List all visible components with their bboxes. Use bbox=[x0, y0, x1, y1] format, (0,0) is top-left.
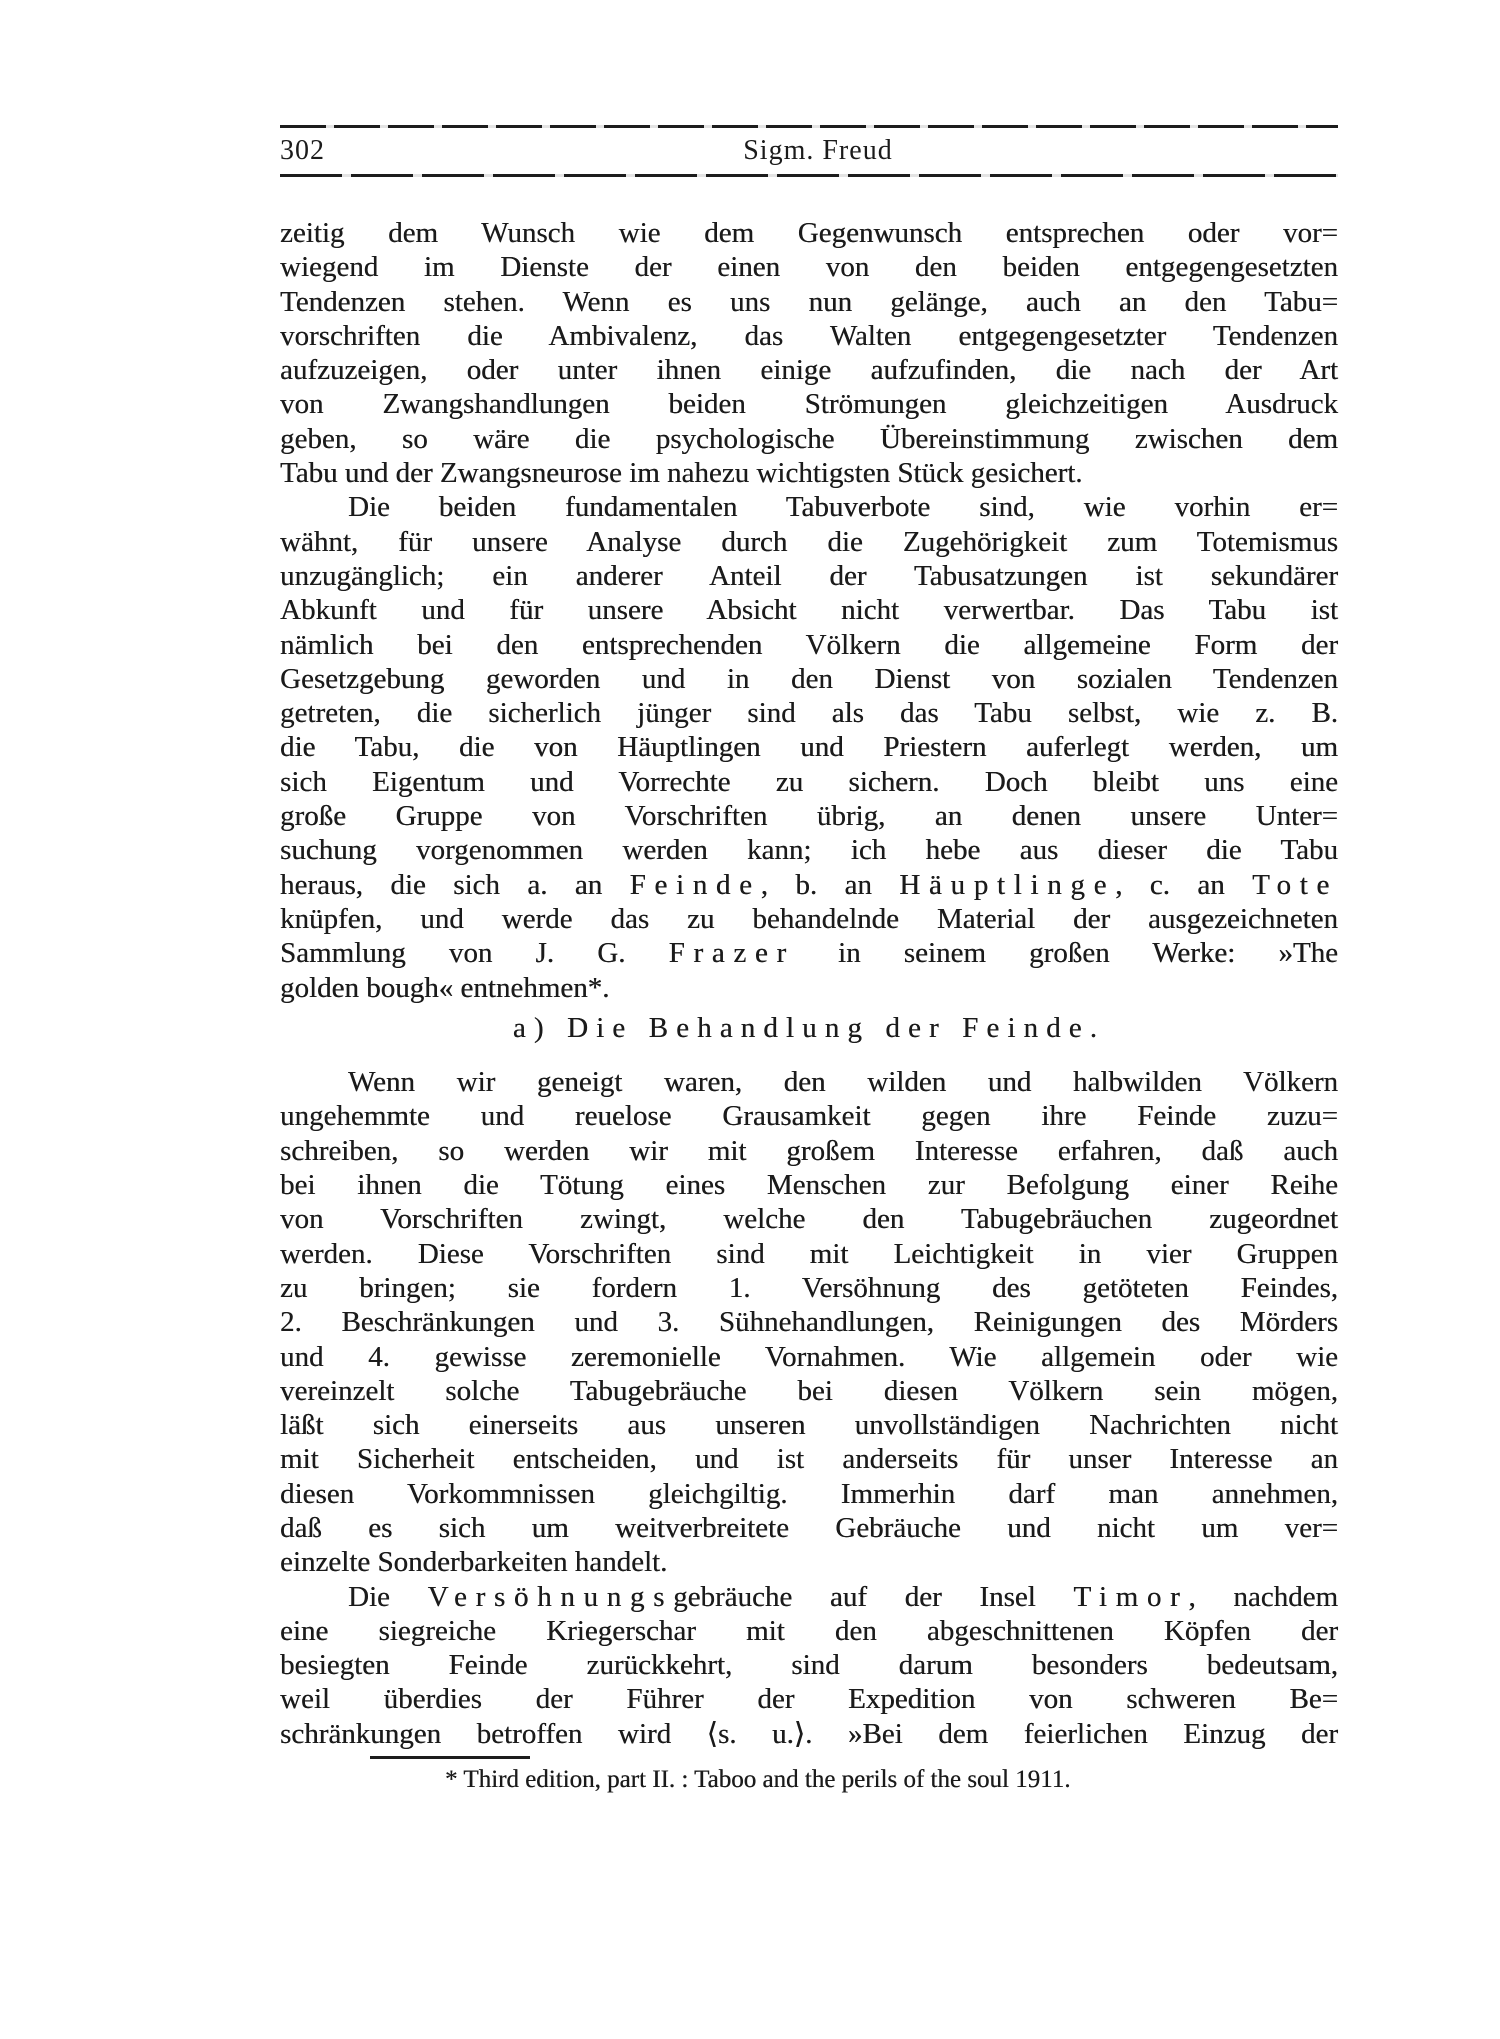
paragraph bbox=[280, 1580, 1338, 1751]
text-segment: Tendenzen stehen. Wenn es uns nun gelänge, auch an den Tabu= bbox=[280, 285, 1338, 318]
text-segment: große Gruppe von Vorschriften übrig, an denen unsere Unter= bbox=[280, 800, 1338, 833]
text-line bbox=[280, 1168, 1338, 1202]
text-line bbox=[280, 593, 1338, 627]
text-segment: , b. an bbox=[760, 868, 900, 901]
text-line bbox=[280, 319, 1338, 353]
text-segment: getreten, die sicherlich jünger sind als das Tabu selbst, wie z. B. bbox=[280, 697, 1338, 730]
header-rule-bottom bbox=[280, 174, 1338, 177]
text-segment: unzugänglich; ein anderer Anteil der Tabusatzungen ist sekundärer bbox=[280, 559, 1338, 592]
letterspaced-text: Tote bbox=[1252, 868, 1338, 901]
text-segment: vereinzelt solche Tabugebräuche bei diesen Völkern sein mögen, bbox=[280, 1374, 1338, 1407]
text-segment: Tabu und der Zwangsneurose im nahezu wichtigsten Stück gesichert. bbox=[280, 457, 1083, 490]
text-segment: 2. Beschränkungen und 3. Sühnehandlungen, Reinigungen des Mörders bbox=[280, 1306, 1338, 1339]
text-line bbox=[280, 1099, 1338, 1133]
text-line bbox=[280, 1580, 1338, 1614]
page-number: 302 bbox=[280, 135, 325, 166]
text-line bbox=[280, 902, 1338, 936]
letterspaced-text: Timor bbox=[1073, 1580, 1189, 1613]
text-segment: Die bbox=[348, 1580, 428, 1613]
text-line bbox=[280, 490, 1338, 524]
text-segment: golden bough« entnehmen*. bbox=[280, 971, 610, 1004]
text-segment: Die beiden fundamentalen Tabuverbote sind, wie vorhin er= bbox=[348, 491, 1338, 524]
text-line bbox=[280, 1682, 1338, 1716]
text-segment: weil überdies der Führer der Expedition von schweren Be= bbox=[280, 1683, 1338, 1716]
text-line bbox=[280, 353, 1338, 387]
text-line bbox=[280, 1717, 1338, 1751]
text-line bbox=[280, 765, 1338, 799]
text-segment: bei ihnen die Tötung eines Menschen zur Befolgung einer Reihe bbox=[280, 1169, 1338, 1202]
text-segment: mit Sicherheit entscheiden, und ist anderseits für unser Interesse an bbox=[280, 1443, 1338, 1476]
text-segment: schreiben, so werden wir mit großem Interesse erfahren, daß auch bbox=[280, 1134, 1338, 1167]
header-rule-top bbox=[280, 125, 1338, 128]
page-header bbox=[280, 131, 1338, 171]
letterspaced-text: Frazer bbox=[668, 937, 795, 970]
text-line bbox=[280, 422, 1338, 456]
text-segment: ungehemmte und reuelose Grausamkeit gegen ihre Feinde zuzu= bbox=[280, 1100, 1338, 1133]
paragraph bbox=[280, 490, 1338, 1004]
text-segment: Wenn wir geneigt waren, den wilden und halbwilden Völkern bbox=[348, 1066, 1338, 1099]
text-segment: schränkungen betroffen wird ⟨s. u.⟩. »Bei dem feierlichen Einzug der bbox=[280, 1717, 1338, 1750]
text-line bbox=[280, 1374, 1338, 1408]
text-segment: läßt sich einerseits aus unseren unvollständigen Nachrichten nicht bbox=[280, 1409, 1338, 1442]
text-segment: geben, so wäre die psychologische Übereinstimmung zwischen dem bbox=[280, 422, 1338, 455]
text-segment: wiegend im Dienste der einen von den beiden entgegengesetzten bbox=[280, 251, 1338, 284]
text-line bbox=[280, 1237, 1338, 1271]
text-segment: suchung vorgenommen werden kann; ich hebe aus dieser die Tabu bbox=[280, 834, 1338, 867]
text-segment: Gesetzgebung geworden und in den Dienst von sozialen Tendenzen bbox=[280, 662, 1338, 695]
text-line bbox=[280, 868, 1338, 902]
text-segment: heraus, die sich a. an bbox=[280, 868, 630, 901]
text-line bbox=[280, 387, 1338, 421]
text-line bbox=[280, 216, 1338, 250]
text-segment: einzelte Sonderbarkeiten handelt. bbox=[280, 1546, 668, 1579]
text-segment: von Vorschriften zwingt, welche den Tabugebräuchen zugeordnet bbox=[280, 1203, 1338, 1236]
paragraph bbox=[280, 1065, 1338, 1579]
text-line bbox=[280, 833, 1338, 867]
text-line bbox=[280, 559, 1338, 593]
text-segment: werden. Diese Vorschriften sind mit Leichtigkeit in vier Gruppen bbox=[280, 1237, 1338, 1270]
text-line bbox=[280, 696, 1338, 730]
text-line bbox=[280, 250, 1338, 284]
text-line bbox=[280, 628, 1338, 662]
text-line bbox=[280, 1134, 1338, 1168]
text-segment: in seinem großen Werke: »The bbox=[794, 937, 1338, 970]
text-line bbox=[280, 1340, 1338, 1374]
text-segment: und 4. gewisse zeremonielle Vornahmen. Wie allgemein oder wie bbox=[280, 1340, 1338, 1373]
text-line bbox=[280, 730, 1338, 764]
body-text bbox=[280, 216, 1338, 1751]
text-segment: wähnt, für unsere Analyse durch die Zugehörigkeit zum Totemismus bbox=[280, 525, 1338, 558]
text-segment: knüpfen, und werde das zu behandelnde Material der ausgezeichneten bbox=[280, 902, 1338, 935]
text-segment: zeitig dem Wunsch wie dem Gegenwunsch entsprechen oder vor= bbox=[280, 217, 1338, 249]
letterspaced-text: Versöhnungs bbox=[427, 1580, 674, 1613]
section-heading: a) Die Behandlung der Feinde. bbox=[512, 1011, 1106, 1044]
text-segment: daß es sich um weitverbreitete Gebräuche und nicht um ver= bbox=[280, 1511, 1338, 1544]
paragraph bbox=[280, 216, 1338, 490]
text-line bbox=[280, 1545, 1338, 1579]
text-segment: aufzuzeigen, oder unter ihnen einige aufzufinden, die nach der Art bbox=[280, 354, 1338, 387]
text-line bbox=[280, 1511, 1338, 1545]
footnote-text: * Third edition, part II. : Taboo and the perils of the soul 1911. bbox=[445, 1766, 1071, 1793]
text-line bbox=[280, 1648, 1338, 1682]
text-line bbox=[280, 971, 1338, 1005]
text-segment: von Zwangshandlungen beiden Strömungen gleichzeitigen Ausdruck bbox=[280, 388, 1338, 421]
text-segment: zu bringen; sie fordern 1. Versöhnung des getöteten Feindes, bbox=[280, 1271, 1338, 1304]
text-segment: vorschriften die Ambivalenz, das Walten entgegengesetzter Tendenzen bbox=[280, 319, 1338, 352]
text-segment: , c. an bbox=[1115, 868, 1253, 901]
text-segment: die Tabu, die von Häuptlingen und Priestern auferlegt werden, um bbox=[280, 731, 1338, 764]
text-segment: besiegten Feinde zurückkehrt, sind darum besonders bedeutsam, bbox=[280, 1649, 1338, 1682]
text-segment: nämlich bei den entsprechenden Völkern die allgemeine Form der bbox=[280, 628, 1338, 661]
text-line bbox=[280, 1614, 1338, 1648]
text-line bbox=[280, 662, 1338, 696]
footnote-rule bbox=[370, 1756, 530, 1759]
text-segment: eine siegreiche Kriegerschar mit den abgeschnittenen Köpfen der bbox=[280, 1614, 1338, 1647]
text-line bbox=[280, 1271, 1338, 1305]
text-segment: Abkunft und für unsere Absicht nicht verwertbar. Das Tabu ist bbox=[280, 594, 1338, 627]
text-line bbox=[280, 1305, 1338, 1339]
text-line bbox=[280, 936, 1338, 970]
text-line bbox=[280, 1408, 1338, 1442]
text-segment: sich Eigentum und Vorrechte zu sichern. Doch bleibt uns eine bbox=[280, 765, 1338, 798]
text-line bbox=[280, 456, 1338, 490]
text-line bbox=[280, 799, 1338, 833]
text-line bbox=[280, 1202, 1338, 1236]
letterspaced-text: Häuptlinge bbox=[899, 868, 1116, 901]
text-segment: Sammlung von J. G. bbox=[280, 937, 669, 970]
text-segment: diesen Vorkommnissen gleichgiltig. Immerhin darf man annehmen, bbox=[280, 1477, 1338, 1510]
text-line bbox=[280, 525, 1338, 559]
text-line bbox=[280, 1065, 1338, 1099]
text-line bbox=[280, 1477, 1338, 1511]
running-head: Sigm. Freud bbox=[743, 135, 893, 166]
text-segment: , nachdem bbox=[1188, 1580, 1338, 1613]
letterspaced-text: Feinde bbox=[629, 868, 761, 901]
text-segment: gebräuche auf der Insel bbox=[673, 1580, 1074, 1613]
text-line bbox=[280, 285, 1338, 319]
text-line bbox=[280, 1442, 1338, 1476]
